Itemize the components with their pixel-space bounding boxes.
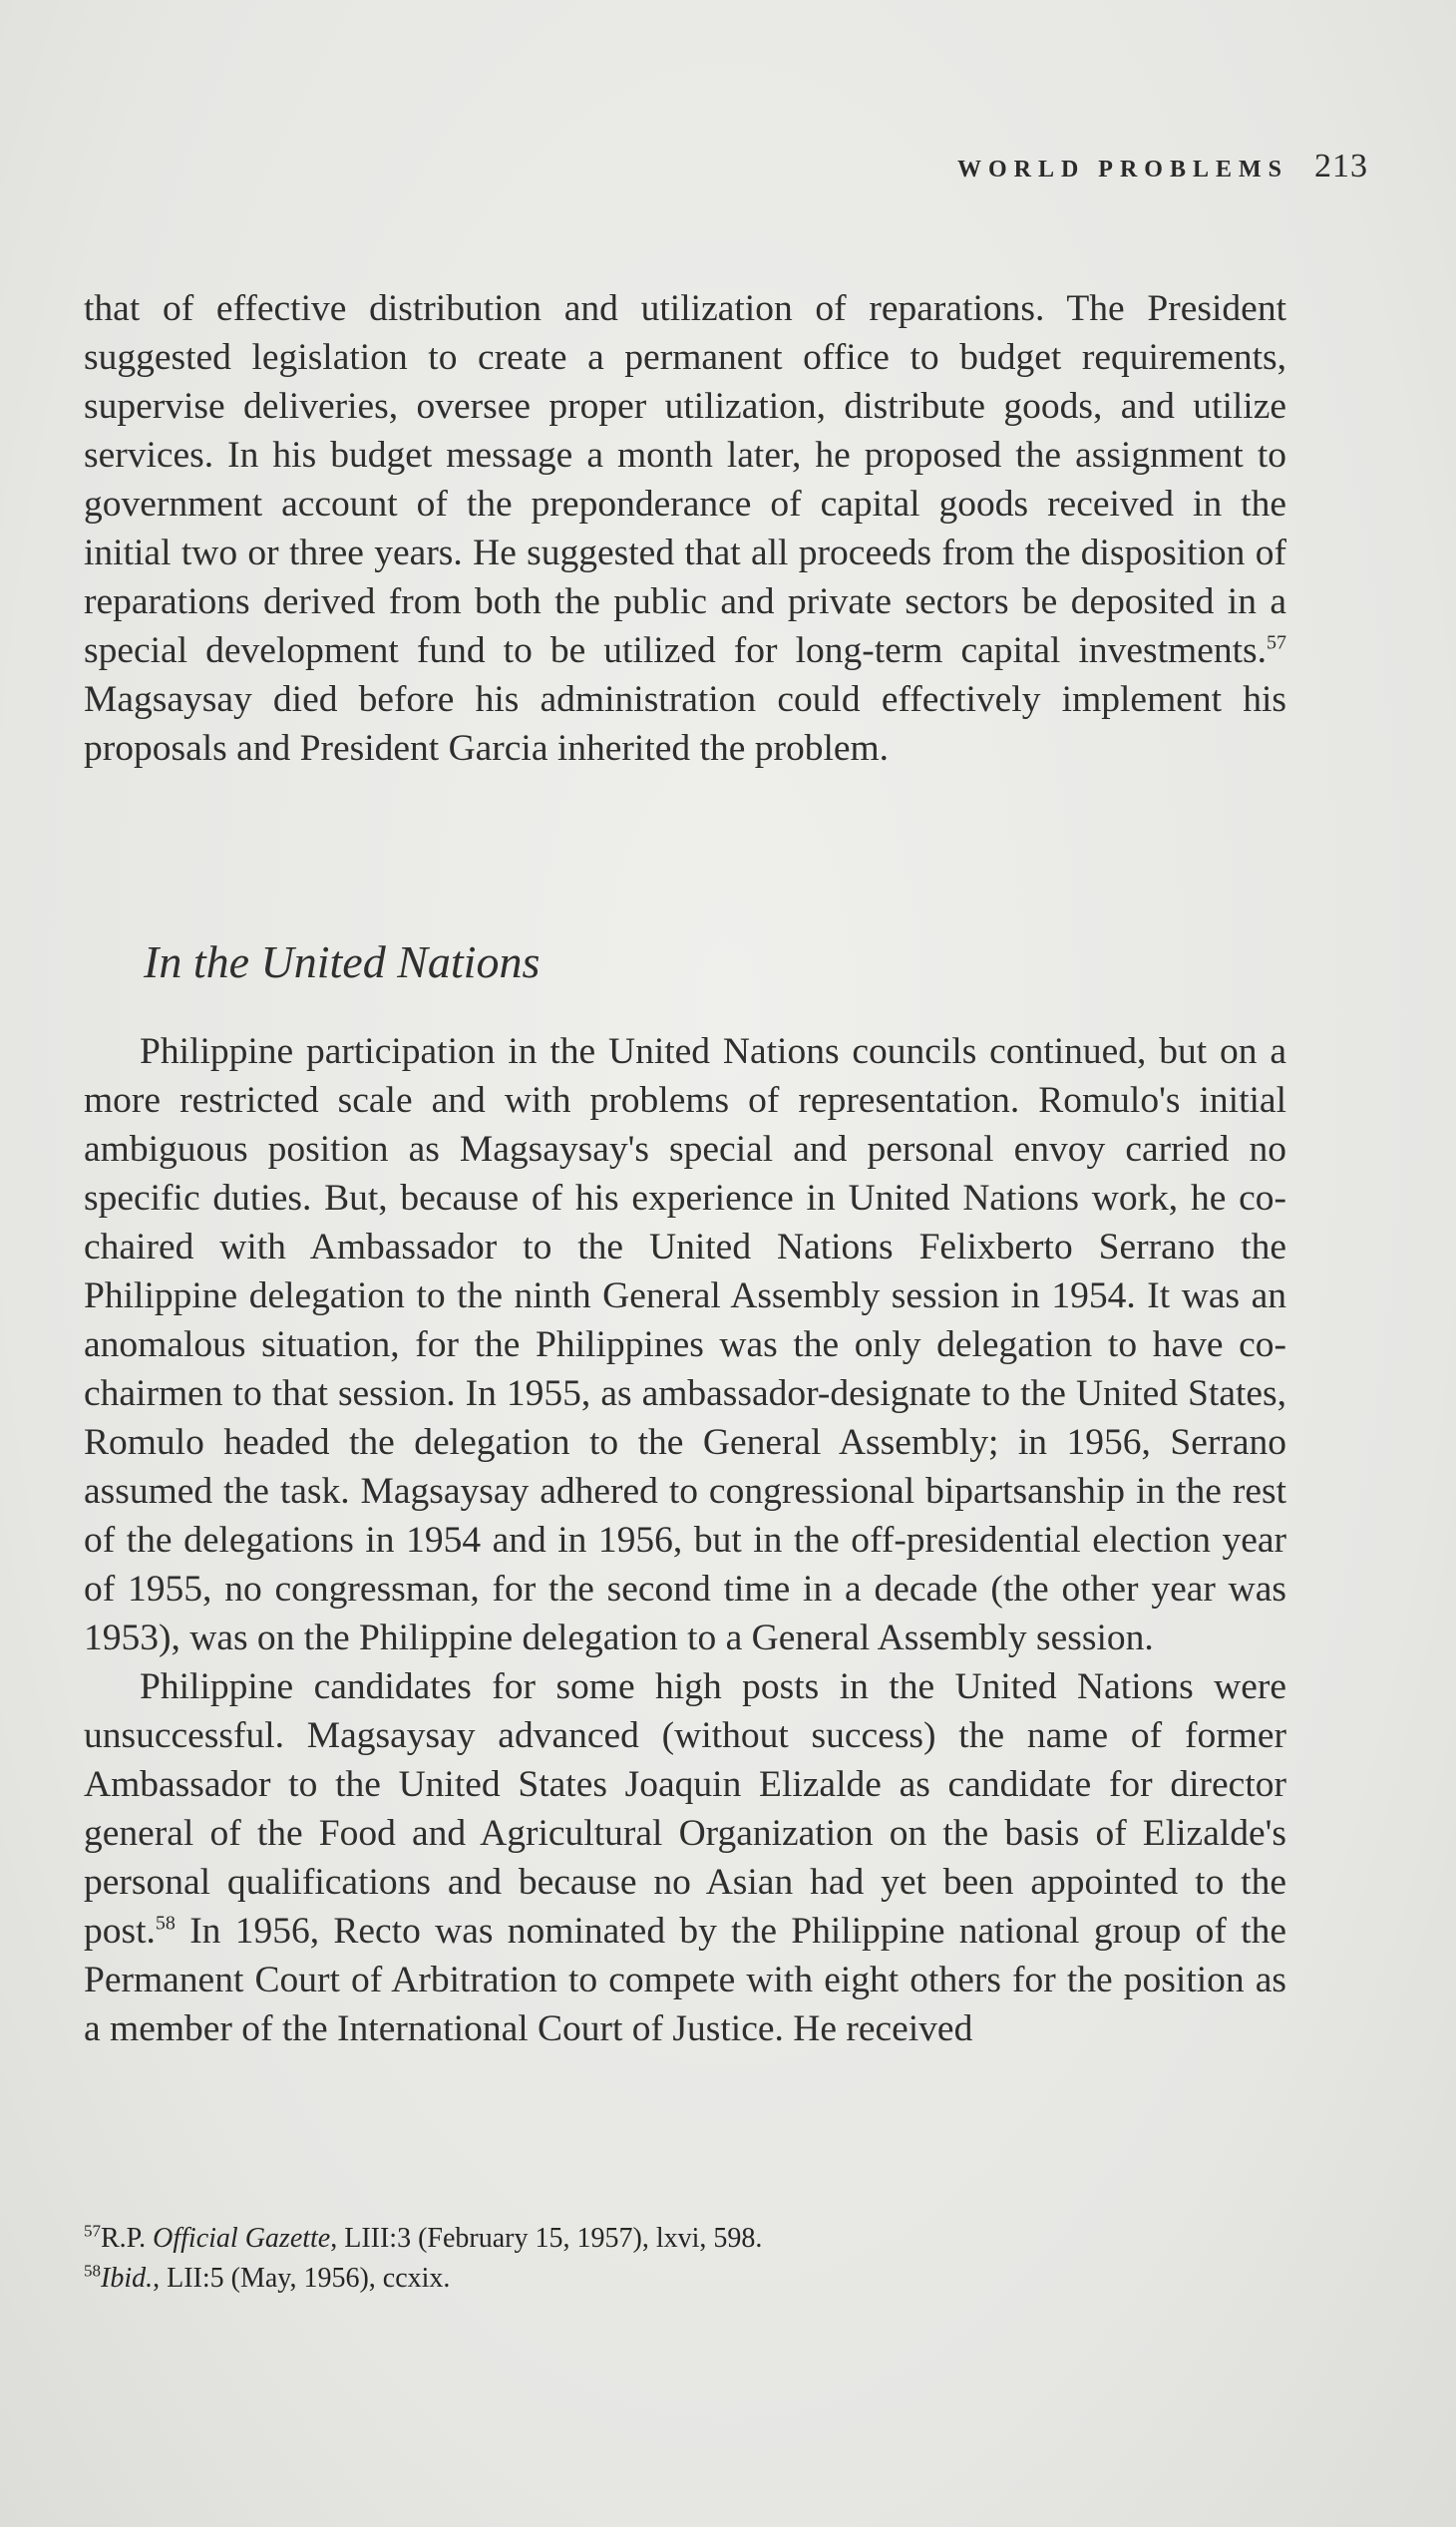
paragraph-un-participation: Philippine participation in the United Nations councils continued, but on a more restricted scale and with problems of representation. Romulo's initial ambiguous position as Magsaysay's special and personal envoy carried no specific duties. But, because of his experience in United Nations work, he co-chaired with Ambassador to the United Nations Felixberto Serrano the Philippine delegation to the ninth General Assembly session in 1954. It was an anomalous situation, for the Philippines was the only delegation to have co-chairmen to that session. In 1955, as ambassador-designate to the United States, Romulo headed the delegation to the General Assembly; in 1956, Serrano assumed the task. Magsaysay adhered to congressional bipartsanship in the rest of the delegations in 1954 and in 1956, but in the off-presidential election year of 1955, no congressman, for the second time in a decade (the other year was 1953), was on the Philippine delegation to a General Assembly session.: [84, 1031, 1286, 1658]
paragraph-text: Magsaysay died before his administration could effectively implement his proposals and President Garcia inherited the problem.: [84, 679, 1286, 769]
paragraph-reparations: [84, 284, 1286, 773]
footnote-source-title: Ibid.: [101, 2263, 154, 2294]
text-block-main: [84, 1027, 1286, 2053]
footnote-number: 57: [84, 2221, 101, 2241]
footnote-citation: , LII:5 (May, 1956), ccxix.: [153, 2263, 451, 2294]
paragraph-text: In 1956, Recto was nominated by the Philippine national group of the Permanent Court of Arbitration to compete with eight others for the position as a member of the International Court of Justice. He received: [84, 1911, 1286, 2049]
page-number: 213: [1314, 148, 1368, 184]
footnote-57: [84, 2219, 1286, 2259]
footnote-lead: R.P.: [101, 2223, 154, 2254]
footnote-citation: , LIII:3 (February 15, 1957), lxvi, 598.: [330, 2223, 763, 2254]
text-block-top: [84, 284, 1286, 773]
footnote-source-title: Official Gazette: [153, 2223, 331, 2254]
footnote-reference: 57: [1267, 631, 1286, 654]
running-head: [957, 148, 1368, 185]
footnote-number: 58: [84, 2261, 101, 2281]
paragraph-un-candidates: [84, 1662, 1286, 2053]
paragraph-text: Philippine candidates for some high posts in the United Nations were unsuccessful. Magsaysay advanced (without success) the name of former Ambassador to the United States Joaquin Elizalde as candidate for director general of the Food and Agricultural Organization on the basis of Elizalde's personal qualifications and because no Asian had yet been appointed to the post.: [84, 1666, 1286, 1952]
section-heading: In the United Nations: [144, 936, 541, 987]
paragraph-text: that of effective distribution and utilization of reparations. The President suggested legislation to create a permanent office to budget requirements, supervise deliveries, oversee proper utilization, distribute goods, and utilize services. In his budget message a month later, he proposed the assignment to government account of the preponderance of capital goods received in the initial two or three years. He suggested that all proceeds from the disposition of reparations derived from both the public and private sectors be deposited in a special development fund to be utilized for long-term capital investments.: [84, 288, 1286, 671]
footnote-reference: 58: [155, 1912, 176, 1935]
running-head-title: WORLD PROBLEMS: [956, 157, 1288, 182]
footnote-58: [84, 2259, 1286, 2299]
footnotes: [84, 2219, 1286, 2299]
